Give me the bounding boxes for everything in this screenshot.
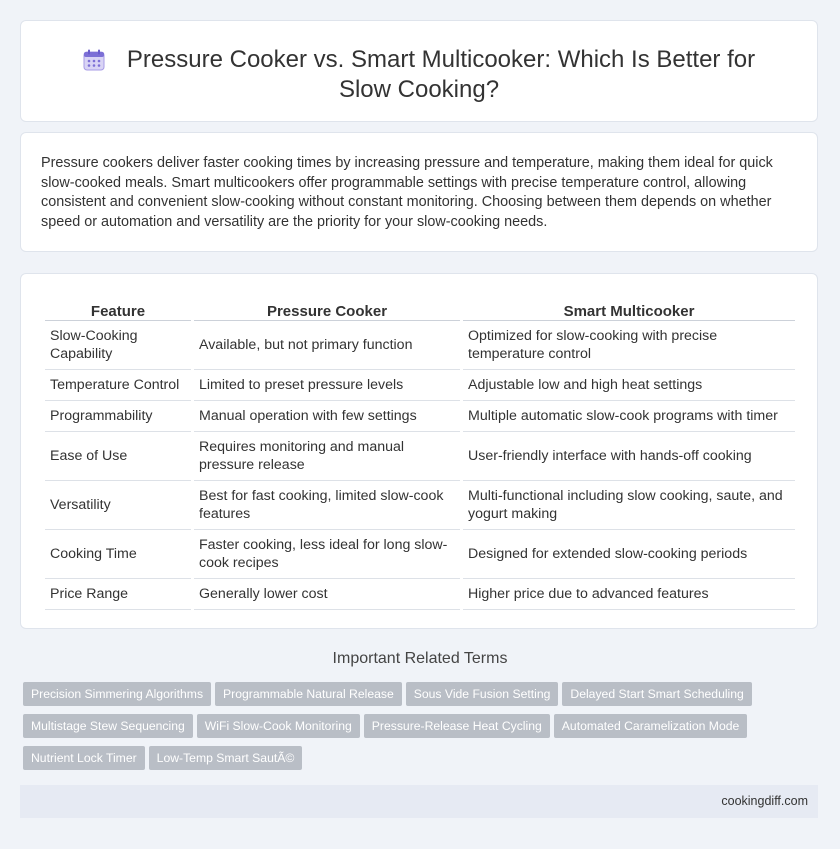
- intro-card: [20, 132, 818, 252]
- table-row: [45, 370, 795, 401]
- cell-smart-multicooker: User-friendly interface with hands-off cooking: [463, 432, 795, 481]
- related-term-tag[interactable]: Multistage Stew Sequencing: [23, 714, 193, 738]
- footer: [20, 785, 818, 818]
- comparison-table: [42, 296, 798, 610]
- table-row: [45, 432, 795, 481]
- related-terms-list: [23, 682, 783, 778]
- cell-smart-multicooker: Optimized for slow-cooking with precise temperature control: [463, 321, 795, 370]
- table-row: [45, 481, 795, 530]
- cell-smart-multicooker: Multi-functional including slow cooking, saute, and yogurt making: [463, 481, 795, 530]
- cell-pressure-cooker: Generally lower cost: [194, 579, 460, 610]
- title-card: [20, 20, 818, 122]
- related-term-tag[interactable]: Precision Simmering Algorithms: [23, 682, 211, 706]
- table-row: [45, 401, 795, 432]
- related-term-tag[interactable]: Automated Caramelization Mode: [554, 714, 748, 738]
- related-term-tag[interactable]: Delayed Start Smart Scheduling: [562, 682, 751, 706]
- cell-feature: Cooking Time: [45, 530, 191, 579]
- related-term-tag[interactable]: Sous Vide Fusion Setting: [406, 682, 559, 706]
- comparison-card: [20, 273, 818, 629]
- header-pressure-cooker: Pressure Cooker: [194, 296, 460, 321]
- table-row: [45, 321, 795, 370]
- cell-feature: Ease of Use: [45, 432, 191, 481]
- cell-feature: Price Range: [45, 579, 191, 610]
- cell-pressure-cooker: Limited to preset pressure levels: [194, 370, 460, 401]
- related-term-tag[interactable]: WiFi Slow-Cook Monitoring: [197, 714, 360, 738]
- cell-feature: Temperature Control: [45, 370, 191, 401]
- header-feature: Feature: [45, 296, 191, 321]
- cell-pressure-cooker: Requires monitoring and manual pressure release: [194, 432, 460, 481]
- table-row: [45, 579, 795, 610]
- cell-pressure-cooker: Faster cooking, less ideal for long slow-cook recipes: [194, 530, 460, 579]
- footer-site-link[interactable]: cookingdiff.com: [721, 794, 808, 808]
- table-row: [45, 530, 795, 579]
- related-term-tag[interactable]: Low-Temp Smart SautÃ©: [149, 746, 303, 770]
- cell-feature: Programmability: [45, 401, 191, 432]
- header-smart-multicooker: Smart Multicooker: [463, 296, 795, 321]
- cell-smart-multicooker: Designed for extended slow-cooking periods: [463, 530, 795, 579]
- intro-paragraph: Pressure cookers deliver faster cooking times by increasing pressure and temperature, making them ideal for quick slow-cooked meals. Smart multicookers offer programmable settings with precise temperature control, allowing consistent and convenient slow-cooking without constant monitoring. Choosing between them depends on whether speed or automation and versatility are the priority for your slow-cooking needs.: [41, 155, 773, 230]
- cell-pressure-cooker: Manual operation with few settings: [194, 401, 460, 432]
- cell-pressure-cooker: Best for fast cooking, limited slow-cook features: [194, 481, 460, 530]
- cell-pressure-cooker: Available, but not primary function: [194, 321, 460, 370]
- related-term-tag[interactable]: Pressure-Release Heat Cycling: [364, 714, 550, 738]
- cell-smart-multicooker: Multiple automatic slow-cook programs with timer: [463, 401, 795, 432]
- cell-smart-multicooker: Adjustable low and high heat settings: [463, 370, 795, 401]
- title-wrap: [21, 45, 817, 105]
- table-header-row: [45, 296, 795, 321]
- related-term-tag[interactable]: Nutrient Lock Timer: [23, 746, 145, 770]
- cell-feature: Slow-Cooking Capability: [45, 321, 191, 370]
- related-term-tag[interactable]: Programmable Natural Release: [215, 682, 402, 706]
- cell-smart-multicooker: Higher price due to advanced features: [463, 579, 795, 610]
- related-terms-heading: Important Related Terms: [332, 650, 508, 667]
- calendar-icon: [83, 49, 105, 71]
- page-title: Pressure Cooker vs. Smart Multicooker: Which Is Better for Slow Cooking?: [126, 46, 756, 103]
- cell-feature: Versatility: [45, 481, 191, 530]
